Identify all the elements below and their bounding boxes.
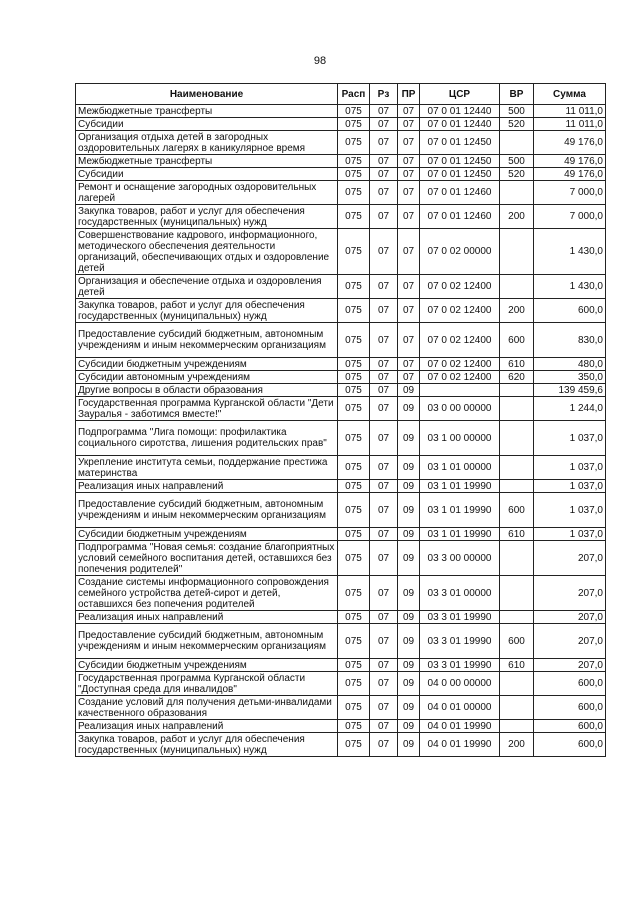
- row-vr: [500, 421, 534, 456]
- row-pr: 09: [398, 493, 420, 528]
- table-row: [76, 733, 606, 757]
- row-rz: 07: [370, 733, 398, 757]
- row-rasp: 075: [338, 371, 370, 384]
- table-row: [76, 323, 606, 358]
- row-rasp: 075: [338, 155, 370, 168]
- row-sum: 600,0: [534, 733, 606, 757]
- row-rasp: 075: [338, 205, 370, 229]
- table-row: [76, 672, 606, 696]
- row-pr: 09: [398, 611, 420, 624]
- row-csr: 03 0 00 00000: [420, 397, 500, 421]
- row-rasp: 075: [338, 456, 370, 480]
- row-csr: 07 0 01 12440: [420, 105, 500, 118]
- row-csr: 03 1 00 00000: [420, 421, 500, 456]
- row-rasp: 075: [338, 528, 370, 541]
- table-row: [76, 456, 606, 480]
- row-name: Межбюджетные трансферты: [76, 155, 338, 168]
- row-vr: [500, 456, 534, 480]
- row-rz: 07: [370, 205, 398, 229]
- row-name: Государственная программа Курганской области "Доступная среда для инвалидов": [76, 672, 338, 696]
- row-vr: 620: [500, 371, 534, 384]
- row-sum: 600,0: [534, 696, 606, 720]
- header-pr: ПР: [398, 84, 420, 105]
- row-sum: 1 037,0: [534, 493, 606, 528]
- table-row: [76, 205, 606, 229]
- table-row: [76, 371, 606, 384]
- row-vr: 600: [500, 323, 534, 358]
- row-rz: 07: [370, 421, 398, 456]
- table-row: [76, 421, 606, 456]
- row-csr: 07 0 01 12440: [420, 118, 500, 131]
- row-rz: 07: [370, 323, 398, 358]
- row-pr: 09: [398, 397, 420, 421]
- row-rz: 07: [370, 480, 398, 493]
- row-vr: 520: [500, 168, 534, 181]
- row-vr: 610: [500, 358, 534, 371]
- row-csr: 07 0 02 12400: [420, 299, 500, 323]
- row-pr: 07: [398, 105, 420, 118]
- row-rz: 07: [370, 181, 398, 205]
- row-pr: 07: [398, 205, 420, 229]
- row-name: Субсидии: [76, 118, 338, 131]
- row-rasp: 075: [338, 659, 370, 672]
- row-sum: 207,0: [534, 624, 606, 659]
- row-pr: 07: [398, 168, 420, 181]
- row-csr: 04 0 00 00000: [420, 672, 500, 696]
- row-sum: 830,0: [534, 323, 606, 358]
- row-name: Субсидии бюджетным учреждениям: [76, 528, 338, 541]
- row-pr: 09: [398, 384, 420, 397]
- table-row: [76, 611, 606, 624]
- row-rz: 07: [370, 611, 398, 624]
- row-name: Субсидии: [76, 168, 338, 181]
- row-csr: 03 3 01 19990: [420, 624, 500, 659]
- row-vr: 200: [500, 299, 534, 323]
- table-row: [76, 275, 606, 299]
- table-row: [76, 659, 606, 672]
- row-sum: 11 011,0: [534, 118, 606, 131]
- row-name: Реализация иных направлений: [76, 480, 338, 493]
- row-sum: 1 430,0: [534, 275, 606, 299]
- row-rasp: 075: [338, 493, 370, 528]
- row-sum: 207,0: [534, 541, 606, 576]
- row-sum: 480,0: [534, 358, 606, 371]
- row-rz: 07: [370, 397, 398, 421]
- row-rasp: 075: [338, 131, 370, 155]
- table-row: [76, 229, 606, 275]
- row-pr: 07: [398, 371, 420, 384]
- row-rz: 07: [370, 696, 398, 720]
- row-vr: [500, 672, 534, 696]
- row-csr: 03 1 01 19990: [420, 528, 500, 541]
- row-csr: 07 0 01 12460: [420, 205, 500, 229]
- row-rz: 07: [370, 456, 398, 480]
- row-vr: [500, 384, 534, 397]
- row-csr: 03 1 01 19990: [420, 480, 500, 493]
- row-csr: 04 0 01 19990: [420, 720, 500, 733]
- row-rasp: 075: [338, 720, 370, 733]
- row-csr: 07 0 01 12450: [420, 131, 500, 155]
- table-row: [76, 131, 606, 155]
- row-rasp: 075: [338, 733, 370, 757]
- row-pr: 09: [398, 456, 420, 480]
- row-pr: 09: [398, 480, 420, 493]
- row-csr: 03 3 01 00000: [420, 576, 500, 611]
- table-row: [76, 696, 606, 720]
- row-rasp: 075: [338, 421, 370, 456]
- row-vr: 610: [500, 528, 534, 541]
- row-csr: 07 0 01 12460: [420, 181, 500, 205]
- row-pr: 07: [398, 323, 420, 358]
- table-row: [76, 155, 606, 168]
- row-pr: 07: [398, 358, 420, 371]
- row-rz: 07: [370, 541, 398, 576]
- row-rz: 07: [370, 275, 398, 299]
- row-sum: 1 037,0: [534, 528, 606, 541]
- row-sum: 600,0: [534, 720, 606, 733]
- row-vr: [500, 720, 534, 733]
- row-rasp: 075: [338, 168, 370, 181]
- row-rasp: 075: [338, 576, 370, 611]
- row-rz: 07: [370, 118, 398, 131]
- row-csr: 07 0 02 00000: [420, 229, 500, 275]
- row-pr: 07: [398, 131, 420, 155]
- row-vr: 500: [500, 105, 534, 118]
- table-row: [76, 358, 606, 371]
- row-vr: 200: [500, 733, 534, 757]
- row-vr: [500, 696, 534, 720]
- row-pr: 07: [398, 299, 420, 323]
- row-name: Подпрограмма "Лига помощи: профилактика социального сиротства, лишения родительских прав": [76, 421, 338, 456]
- row-sum: 207,0: [534, 576, 606, 611]
- row-rz: 07: [370, 493, 398, 528]
- row-vr: 600: [500, 624, 534, 659]
- row-rasp: 075: [338, 541, 370, 576]
- row-rasp: 075: [338, 105, 370, 118]
- row-pr: 09: [398, 421, 420, 456]
- row-name: Субсидии автономным учреждениям: [76, 371, 338, 384]
- table-row: [76, 541, 606, 576]
- row-csr: 03 1 01 00000: [420, 456, 500, 480]
- row-pr: 09: [398, 541, 420, 576]
- row-vr: [500, 397, 534, 421]
- row-rz: 07: [370, 672, 398, 696]
- row-sum: 207,0: [534, 611, 606, 624]
- row-sum: 1 244,0: [534, 397, 606, 421]
- row-name: Закупка товаров, работ и услуг для обеспечения государственных (муниципальных) нужд: [76, 733, 338, 757]
- row-csr: 07 0 02 12400: [420, 275, 500, 299]
- row-sum: 1 430,0: [534, 229, 606, 275]
- row-vr: 500: [500, 155, 534, 168]
- header-csr: ЦСР: [420, 84, 500, 105]
- row-csr: 07 0 02 12400: [420, 358, 500, 371]
- row-sum: 1 037,0: [534, 480, 606, 493]
- row-name: Закупка товаров, работ и услуг для обеспечения государственных (муниципальных) нужд: [76, 205, 338, 229]
- row-rz: 07: [370, 105, 398, 118]
- row-pr: 07: [398, 229, 420, 275]
- row-sum: 11 011,0: [534, 105, 606, 118]
- row-rasp: 075: [338, 384, 370, 397]
- row-pr: 07: [398, 155, 420, 168]
- row-rasp: 075: [338, 358, 370, 371]
- row-name: Организация отдыха детей в загородных оздоровительных лагерях в каникулярное время: [76, 131, 338, 155]
- row-pr: 07: [398, 118, 420, 131]
- row-rasp: 075: [338, 323, 370, 358]
- row-rz: 07: [370, 528, 398, 541]
- row-sum: 1 037,0: [534, 456, 606, 480]
- row-csr: 07 0 02 12400: [420, 323, 500, 358]
- row-vr: 200: [500, 205, 534, 229]
- row-sum: 49 176,0: [534, 131, 606, 155]
- row-name: Государственная программа Курганской области "Дети Зауралья - заботимся вместе!": [76, 397, 338, 421]
- row-rasp: 075: [338, 181, 370, 205]
- row-name: Организация и обеспечение отдыха и оздоровления детей: [76, 275, 338, 299]
- row-name: Предоставление субсидий бюджетным, автономным учреждениям и иным некоммерческим организациям: [76, 624, 338, 659]
- row-vr: 600: [500, 493, 534, 528]
- row-rz: 07: [370, 155, 398, 168]
- row-pr: 09: [398, 624, 420, 659]
- row-csr: 04 0 01 00000: [420, 696, 500, 720]
- row-vr: [500, 480, 534, 493]
- table-row: [76, 720, 606, 733]
- row-sum: 139 459,6: [534, 384, 606, 397]
- row-name: Другие вопросы в области образования: [76, 384, 338, 397]
- row-rasp: 075: [338, 696, 370, 720]
- row-name: Реализация иных направлений: [76, 720, 338, 733]
- row-rasp: 075: [338, 624, 370, 659]
- row-rasp: 075: [338, 275, 370, 299]
- row-rasp: 075: [338, 299, 370, 323]
- row-rz: 07: [370, 168, 398, 181]
- row-rasp: 075: [338, 611, 370, 624]
- row-name: Субсидии бюджетным учреждениям: [76, 659, 338, 672]
- row-vr: 610: [500, 659, 534, 672]
- header-name: Наименование: [76, 84, 338, 105]
- row-sum: 1 037,0: [534, 421, 606, 456]
- row-sum: 49 176,0: [534, 168, 606, 181]
- row-csr: 04 0 01 19990: [420, 733, 500, 757]
- row-name: Межбюджетные трансферты: [76, 105, 338, 118]
- row-sum: 600,0: [534, 672, 606, 696]
- row-rz: 07: [370, 720, 398, 733]
- row-pr: 07: [398, 275, 420, 299]
- row-rasp: 075: [338, 480, 370, 493]
- row-vr: [500, 181, 534, 205]
- row-vr: [500, 131, 534, 155]
- table-row: [76, 118, 606, 131]
- table-row: [76, 480, 606, 493]
- row-csr: 03 3 01 19990: [420, 659, 500, 672]
- header-rasp: Расп: [338, 84, 370, 105]
- header-vr: ВР: [500, 84, 534, 105]
- header-sum: Сумма: [534, 84, 606, 105]
- row-vr: [500, 275, 534, 299]
- row-pr: 09: [398, 733, 420, 757]
- row-name: Предоставление субсидий бюджетным, автономным учреждениям и иным некоммерческим организациям: [76, 493, 338, 528]
- row-csr: 07 0 01 12450: [420, 168, 500, 181]
- row-sum: 7 000,0: [534, 181, 606, 205]
- table-row: [76, 397, 606, 421]
- table-row: [76, 299, 606, 323]
- table-row: [76, 528, 606, 541]
- row-vr: [500, 576, 534, 611]
- row-vr: [500, 611, 534, 624]
- row-pr: 09: [398, 720, 420, 733]
- row-sum: 207,0: [534, 659, 606, 672]
- table-row: [76, 493, 606, 528]
- table-row: [76, 168, 606, 181]
- row-name: Укрепление института семьи, поддержание престижа материнства: [76, 456, 338, 480]
- row-name: Подпрограмма "Новая семья: создание благоприятных условий семейного воспитания детей, оставшихся без попечения родителей": [76, 541, 338, 576]
- row-rz: 07: [370, 229, 398, 275]
- row-csr: 03 3 01 19990: [420, 611, 500, 624]
- table-row: [76, 624, 606, 659]
- row-sum: 49 176,0: [534, 155, 606, 168]
- row-rasp: 075: [338, 118, 370, 131]
- row-name: Ремонт и оснащение загородных оздоровительных лагерей: [76, 181, 338, 205]
- row-name: Субсидии бюджетным учреждениям: [76, 358, 338, 371]
- header-rz: Рз: [370, 84, 398, 105]
- row-csr: 03 3 00 00000: [420, 541, 500, 576]
- row-pr: 09: [398, 528, 420, 541]
- row-rz: 07: [370, 624, 398, 659]
- table-row: [76, 384, 606, 397]
- row-rz: 07: [370, 371, 398, 384]
- row-csr: 07 0 02 12400: [420, 371, 500, 384]
- row-rasp: 075: [338, 672, 370, 696]
- row-rz: 07: [370, 576, 398, 611]
- row-pr: 09: [398, 659, 420, 672]
- row-name: Совершенствование кадрового, информационного, методического обеспечения деятельности организаций, обеспечивающих отдых и оздоровление детей: [76, 229, 338, 275]
- row-pr: 09: [398, 696, 420, 720]
- row-csr: [420, 384, 500, 397]
- row-vr: [500, 229, 534, 275]
- row-vr: [500, 541, 534, 576]
- row-name: Реализация иных направлений: [76, 611, 338, 624]
- row-sum: 7 000,0: [534, 205, 606, 229]
- row-pr: 07: [398, 181, 420, 205]
- row-rz: 07: [370, 659, 398, 672]
- row-sum: 600,0: [534, 299, 606, 323]
- row-name: Создание системы информационного сопровождения семейного устройства детей-сирот и детей, оставшихся без попечения родителей: [76, 576, 338, 611]
- page-number: 98: [313, 55, 327, 67]
- row-sum: 350,0: [534, 371, 606, 384]
- row-rz: 07: [370, 299, 398, 323]
- row-rasp: 075: [338, 229, 370, 275]
- row-rasp: 075: [338, 397, 370, 421]
- row-rz: 07: [370, 384, 398, 397]
- row-vr: 520: [500, 118, 534, 131]
- table-row: [76, 105, 606, 118]
- row-csr: 03 1 01 19990: [420, 493, 500, 528]
- row-name: Предоставление субсидий бюджетным, автономным учреждениям и иным некоммерческим организациям: [76, 323, 338, 358]
- row-name: Закупка товаров, работ и услуг для обеспечения государственных (муниципальных) нужд: [76, 299, 338, 323]
- row-pr: 09: [398, 672, 420, 696]
- table-header-row: [76, 84, 606, 105]
- row-csr: 07 0 01 12450: [420, 155, 500, 168]
- row-pr: 09: [398, 576, 420, 611]
- row-rz: 07: [370, 358, 398, 371]
- row-rz: 07: [370, 131, 398, 155]
- row-name: Создание условий для получения детьми-инвалидами качественного образования: [76, 696, 338, 720]
- table-row: [76, 181, 606, 205]
- table-row: [76, 576, 606, 611]
- budget-table: [75, 83, 606, 757]
